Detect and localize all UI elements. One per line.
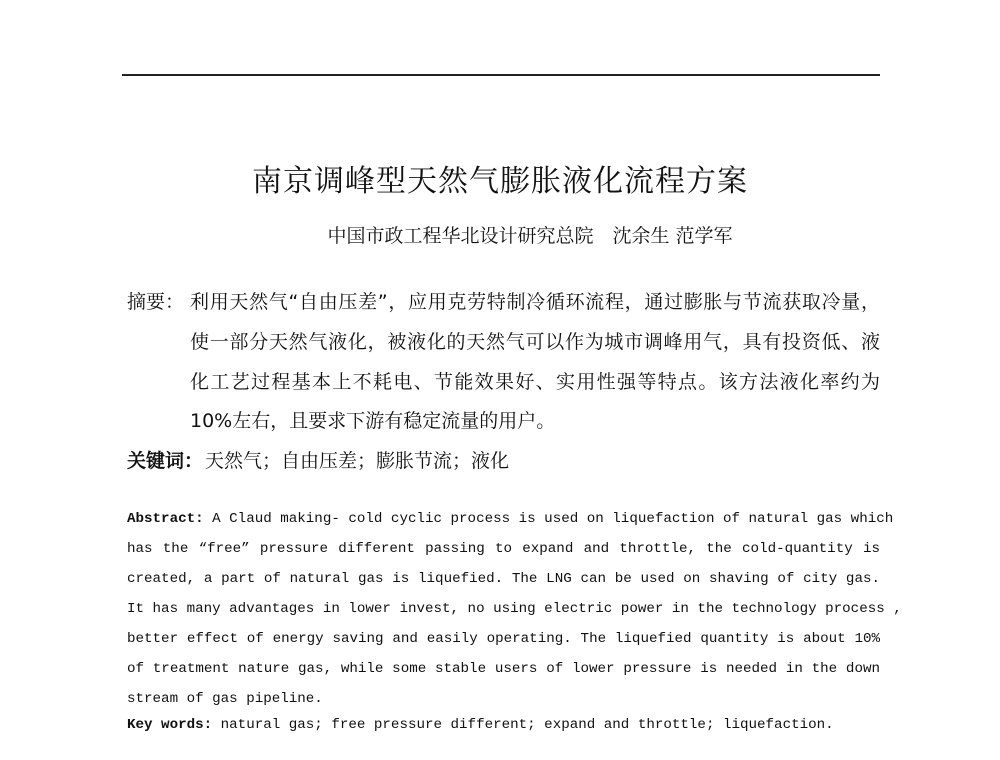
abstract-en-text: A Claud making- cold cyclic process is used on liquefaction of natural gas which xyxy=(212,511,894,527)
keywords-zh: 天然气；自由压差；膨胀节流；液化 xyxy=(205,450,510,472)
abstract-zh-line: 使一部分天然气液化，被液化的天然气可以作为城市调峰用气，具有投资低、液 xyxy=(190,331,880,353)
keywords-en-label: Key words: xyxy=(127,717,213,733)
authors: 中国市政工程华北设计研究总院 沈余生 范学军 xyxy=(327,225,733,247)
abstract-en-line: created, a part of natural gas is liquefied. The LNG can be used on shaving of city gas. xyxy=(127,571,880,587)
keywords-en-line xyxy=(127,714,880,736)
paper-title: 南京调峰型天然气膨胀液化流程方案 xyxy=(252,164,748,199)
abstract-en-line: stream of gas pipeline. xyxy=(127,691,323,707)
abstract-en-line: of treatment nature gas, while some stable users of lower pressure is needed in the down xyxy=(127,661,880,677)
header-rule xyxy=(122,74,880,76)
abstract-zh-line: 10%左右，且要求下游有稳定流量的用户。 xyxy=(190,410,556,432)
abstract-en-line: better effect of energy saving and easily operating. The liquefied quantity is about 10% xyxy=(127,631,880,647)
abstract-en-label: Abstract: xyxy=(127,511,204,527)
abstract-en-line: It has many advantages in lower invest, no using electric power in the technology process , xyxy=(127,601,902,617)
abstract-en-line: has the “free” pressure different passing to expand and throttle, the cold-quantity is xyxy=(127,541,880,557)
abstract-zh-label: 摘要： xyxy=(127,291,185,313)
abstract-zh-line: 利用天然气“自由压差”，应用克劳特制冷循环流程，通过膨胀与节流获取冷量， xyxy=(190,291,880,313)
abstract-zh-line: 化工艺过程基本上不耗电、节能效果好、实用性强等特点。该方法液化率约为 xyxy=(190,371,880,393)
abstract-en-line xyxy=(127,508,894,530)
keywords-zh-label: 关键词： xyxy=(127,450,204,472)
keywords-en: natural gas; free pressure different; expand and throttle; liquefaction. xyxy=(220,717,834,733)
